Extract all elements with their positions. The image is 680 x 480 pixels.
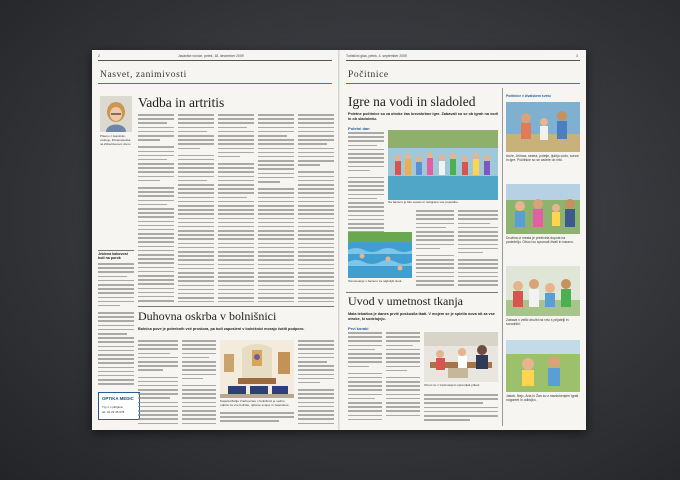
newspaper-spread [92,50,586,430]
section-title: Nasvet, zanimivosti [100,70,187,80]
article-column [458,210,498,288]
article-divider [346,292,498,293]
article-subhead: Prvi koraki [348,326,369,331]
article-column [258,114,294,302]
headline-igre-na-vodi: Igre na vodi in sladoled [348,94,476,109]
portrait-illustration [100,96,132,132]
running-head: Javantke novice, petek, 18. december 2009 [178,54,244,58]
weaving-photo-caption: Otroci so z zanimanjem spremljali prikaz. [424,383,481,387]
column-text: Zabava v veliki družbi na vrtu s prijatelji in sorodniki. [506,318,569,327]
section-title: Počitnice [348,70,389,80]
pool-photo-caption: Na bazenu je bilo veselo in razigrano vse popoldne. [388,200,459,204]
kids-illustration [506,340,580,392]
family-illustration [506,102,580,152]
ad-phone: tel. 01 23 45 678 [102,410,125,414]
article-lead: Bolnica pove je potrebnih več prostora, pa tudi zaposleni v bolnišnici morajo čutiti podporo. [138,327,305,331]
headline-duhovna-oskrba: Duhovna oskrba v bolnišnici [138,309,277,323]
family-illustration [506,184,580,234]
sidebar-rule [98,250,134,251]
page-number: 3 [576,54,578,58]
article-divider [138,306,334,307]
article-subhead: Poletni dan [348,126,370,131]
article-column [298,114,334,302]
ad-title: OPTIKA MEDIC [102,396,134,401]
article-column [348,332,382,426]
sidebar-title: Jeklena kakovost tudi na porok [98,252,128,261]
article-column [138,340,178,426]
kids-illustration [388,130,498,200]
kids-pool-photo [388,130,498,200]
chapel-photo [220,340,294,398]
header-rule [98,60,332,61]
ad-address: Trg 1, Ljubljana [102,405,123,409]
column-text: Družina iz mesta je preživela dopust na podeželju. Otroci so spoznali živali in naravo. [506,236,574,245]
chapel-illustration [220,340,294,398]
family-photo-2 [506,184,580,234]
swim-photo [348,232,412,278]
column-rule [502,88,503,426]
article-column [182,340,216,426]
family-photo-3 [506,266,580,316]
author-photo [100,96,132,132]
article-lead: Poletne počitnice so za otroke čas brezskrbne igre. Zabavali so se ob igrah na vodi in ob sladoledu. [348,112,498,121]
author-caption: Pišemo z Jasminko, vodenje, fizioterapevtka na Zdravstvenem domu [100,134,131,146]
article-column [298,340,334,426]
swim-photo-caption: Tekmovanje v bazenu za najboljši skok. [348,279,403,283]
article-column [424,394,498,426]
article-column [416,210,454,288]
column-text: Anže, Jelinca, sestra, poletje, ljubijo vodo, sonce in igre. Počitnice so se začele ob reki. [506,154,579,163]
sidebar-text [98,263,134,387]
column-text: Jakob, Nejc, Ana in Žan so z navdušenjem igrali nogomet in odbojko. [506,394,579,403]
article-column [218,114,254,302]
column-label: Počitnice v živalskem svetu [506,94,551,98]
chapel-caption: Kapela Marije Vnebovzete v bolnišnici je vedno odprta za vse bolnike, njihove svojce in zaposlene. [220,399,290,407]
family-illustration [506,266,580,316]
header-rule [346,60,580,61]
running-head: Turistični glas, petek, 4. september 2009 [346,54,407,58]
section-rule [346,83,580,84]
weaving-photo [424,332,498,382]
headline-umetnost-tkanja: Uvod v umetnost tkanja [348,294,463,308]
right-page [340,50,586,430]
optika-ad [98,392,140,420]
family-photo-4 [506,340,580,392]
article-lead: Mala tekačica je danes prvič poskusila tkati. V mojem se je spletla nova nit za vse otroke, ki sodelujejo. [348,312,495,321]
left-page [92,50,338,430]
article-column [138,114,174,302]
article-column [220,412,294,426]
weaving-illustration [424,332,498,382]
article-column [386,332,420,426]
headline-artritis: Vadba in artritis [138,95,225,110]
family-photo-1 [506,102,580,152]
article-column [178,114,214,302]
page-number: 2 [98,54,100,58]
section-rule [98,83,332,84]
swimming-illustration [348,232,412,278]
